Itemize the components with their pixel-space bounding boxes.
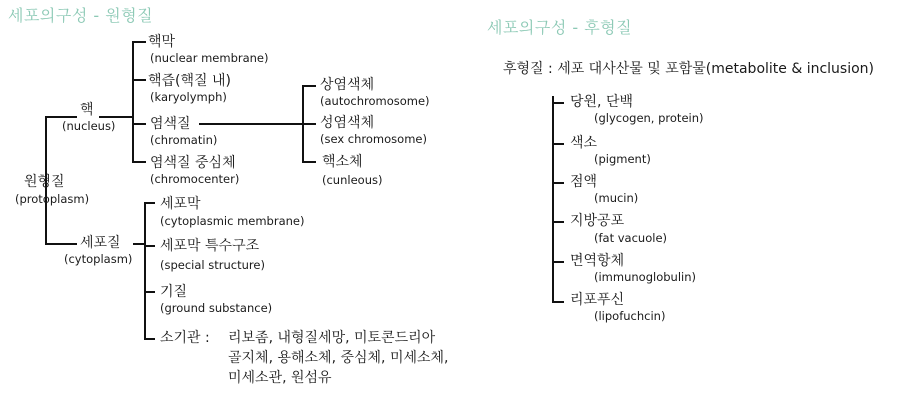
node-cytoplasmic-membrane-ko: 세포막 [160, 196, 201, 212]
node-cunleous-en: (cunleous) [322, 173, 383, 187]
metaplasm-item-en: (pigment) [594, 152, 651, 166]
node-karyolymph-ko: 핵즙(핵질 내) [148, 73, 231, 89]
organelles-list-line-3: 미세소관, 원섬유 [228, 370, 332, 386]
node-autochromosome-en: (autochromosome) [320, 94, 430, 108]
organelles-list-line-2: 골지체, 용해소체, 중심체, 미세소체, [228, 350, 449, 366]
node-cunleous-ko: 핵소체 [322, 154, 363, 170]
metaplasm-item-ko: 색소 [570, 135, 598, 151]
node-special-structure-en: (special structure) [160, 258, 265, 272]
node-chromocenter-en: (chromocenter) [150, 172, 240, 186]
metaplasm-item-ko: 점액 [570, 174, 598, 190]
node-nucleus-ko: 핵 [80, 102, 94, 118]
node-cytoplasmic-membrane-en: (cytoplasmic membrane) [160, 214, 305, 228]
node-nuclear-membrane-ko: 핵막 [148, 34, 176, 50]
metaplasm-item-en: (mucin) [594, 191, 639, 205]
organelles-list-line-1: 리보좀, 내형질세망, 미토콘드리아 [228, 330, 436, 346]
node-autochromosome-ko: 상염색체 [320, 77, 375, 93]
node-nuclear-membrane-en: (nuclear membrane) [150, 51, 269, 65]
node-organelles-ko: 소기관 : [160, 330, 210, 346]
node-chromatin-en: (chromatin) [150, 133, 218, 147]
metaplasm-item-ko: 당원, 단백 [570, 94, 633, 110]
node-cytoplasm-en: (cytoplasm) [64, 252, 133, 266]
node-chromatin-ko: 염색질 [150, 116, 191, 132]
metaplasm-item-en: (immunoglobulin) [594, 270, 696, 284]
node-sex-chromosome-ko: 성염색체 [320, 115, 375, 131]
metaplasm-diagram-title: 세포의구성 - 후형질 [487, 18, 633, 37]
node-karyolymph-en: (karyolymph) [150, 90, 227, 104]
node-special-structure-ko: 세포막 특수구조 [160, 238, 260, 254]
node-ground-substance-ko: 기질 [160, 284, 188, 300]
metaplasm-item-en: (lipofuchcin) [594, 309, 666, 323]
metaplasm-item-ko: 리포푸신 [570, 292, 625, 308]
node-sex-chromosome-en: (sex chromosome) [320, 132, 427, 146]
node-nucleus-en: (nucleus) [62, 119, 116, 133]
node-ground-substance-en: (ground substance) [160, 301, 273, 315]
metaplasm-item-en: (glycogen, protein) [594, 111, 704, 125]
metaplasm-item-ko: 지방공포 [570, 213, 625, 229]
node-protoplasm-en: (protoplasm) [15, 192, 90, 206]
metaplasm-item-ko: 면역항체 [570, 253, 625, 269]
metaplasm-item-en: (fat vacuole) [594, 231, 668, 245]
node-cytoplasm-ko: 세포질 [80, 235, 121, 251]
node-chromocenter-ko: 염색질 중심체 [150, 155, 236, 171]
protoplasm-diagram-title: 세포의구성 - 원형질 [8, 6, 154, 25]
metaplasm-definition: 후형질 : 세포 대사산물 및 포함물(metabolite & inclusion) [503, 61, 875, 77]
node-protoplasm-ko: 원형질 [24, 174, 65, 190]
